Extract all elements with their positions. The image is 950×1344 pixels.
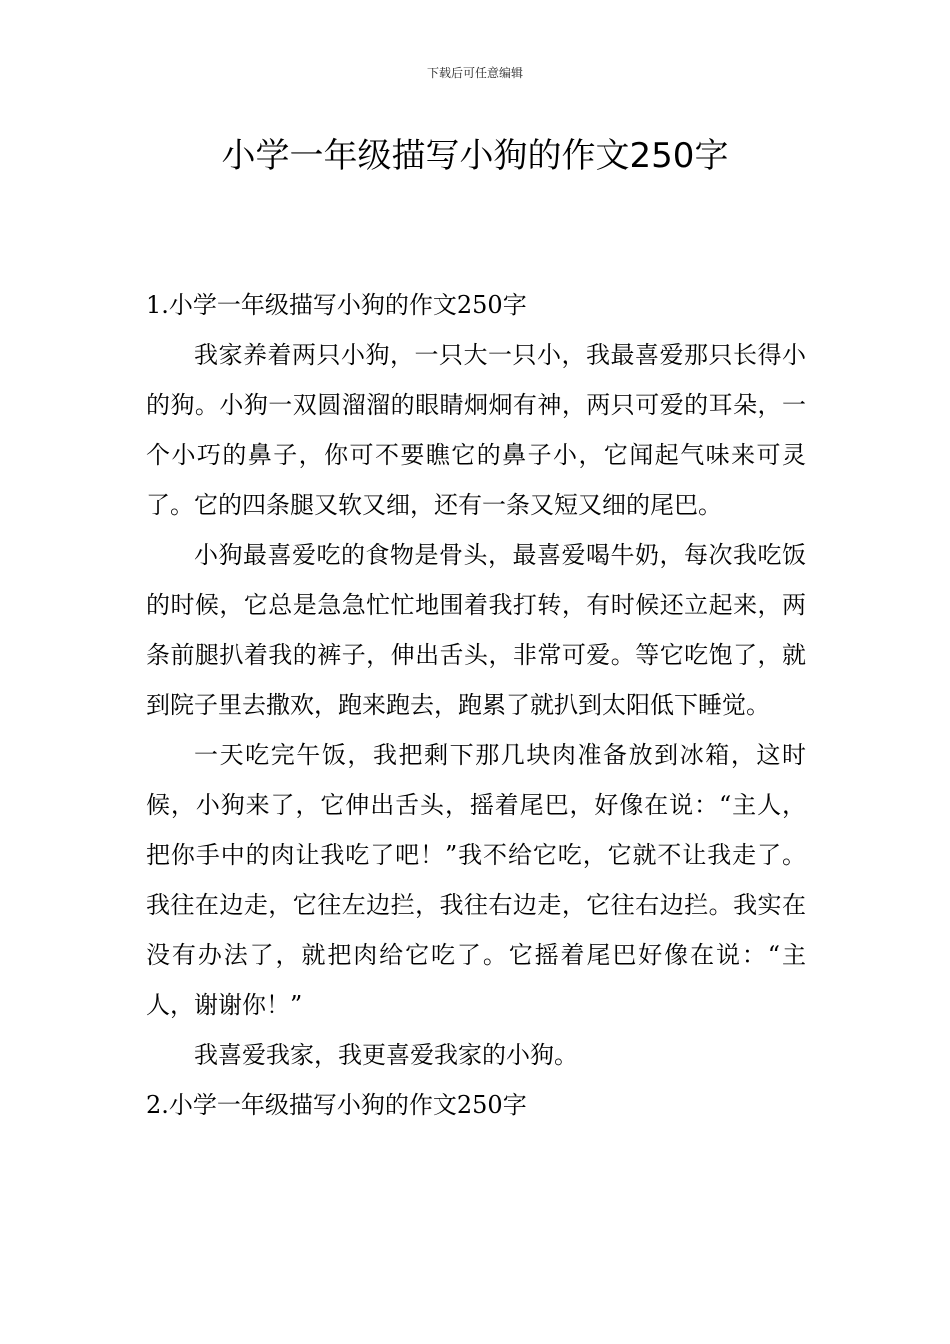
paragraph: 我家养着两只小狗，一只大一只小，我最喜爱那只长得小的狗。小狗一双圆溜溜的眼睛炯炯有神，两只可爱的耳朵，一个小巧的鼻子，你可不要瞧它的鼻子小，它闻起气味来可灵了。它的四条腿又软又细，还有一条又短又细的尾巴。 bbox=[146, 341, 806, 519]
document-title: 小学一年级描写小狗的作文250字 bbox=[221, 136, 729, 176]
paragraph: 我喜爱我家，我更喜爱我家的小狗。 bbox=[194, 1041, 578, 1069]
section-heading-1: 1.小学一年级描写小狗的作文250字 bbox=[146, 291, 527, 319]
header-note: 下载后可任意编辑 bbox=[426, 66, 523, 80]
paragraph: 一天吃完午饭，我把剩下那几块肉准备放到冰箱，这时候，小狗来了，它伸出舌头，摇着尾巴，好像在说：“主人，把你手中的肉让我吃了吧！”我不给它吃，它就不让我走了。我往在边走，它往左边拦，我往右边走，它往右边拦。我实在没有办法了，就把肉给它吃了。它摇着尾巴好像在说：“主人，谢谢你！” bbox=[146, 741, 806, 1019]
document-body bbox=[146, 280, 806, 1130]
section-heading-2: 2.小学一年级描写小狗的作文250字 bbox=[146, 1091, 527, 1119]
paragraph: 小狗最喜爱吃的食物是骨头，最喜爱喝牛奶，每次我吃饭的时候，它总是急急忙忙地围着我打转，有时候还立起来，两条前腿扒着我的裤子，伸出舌头，非常可爱。等它吃饱了，就到院子里去撒欢，跑来跑去，跑累了就扒到太阳低下睡觉。 bbox=[146, 541, 806, 719]
